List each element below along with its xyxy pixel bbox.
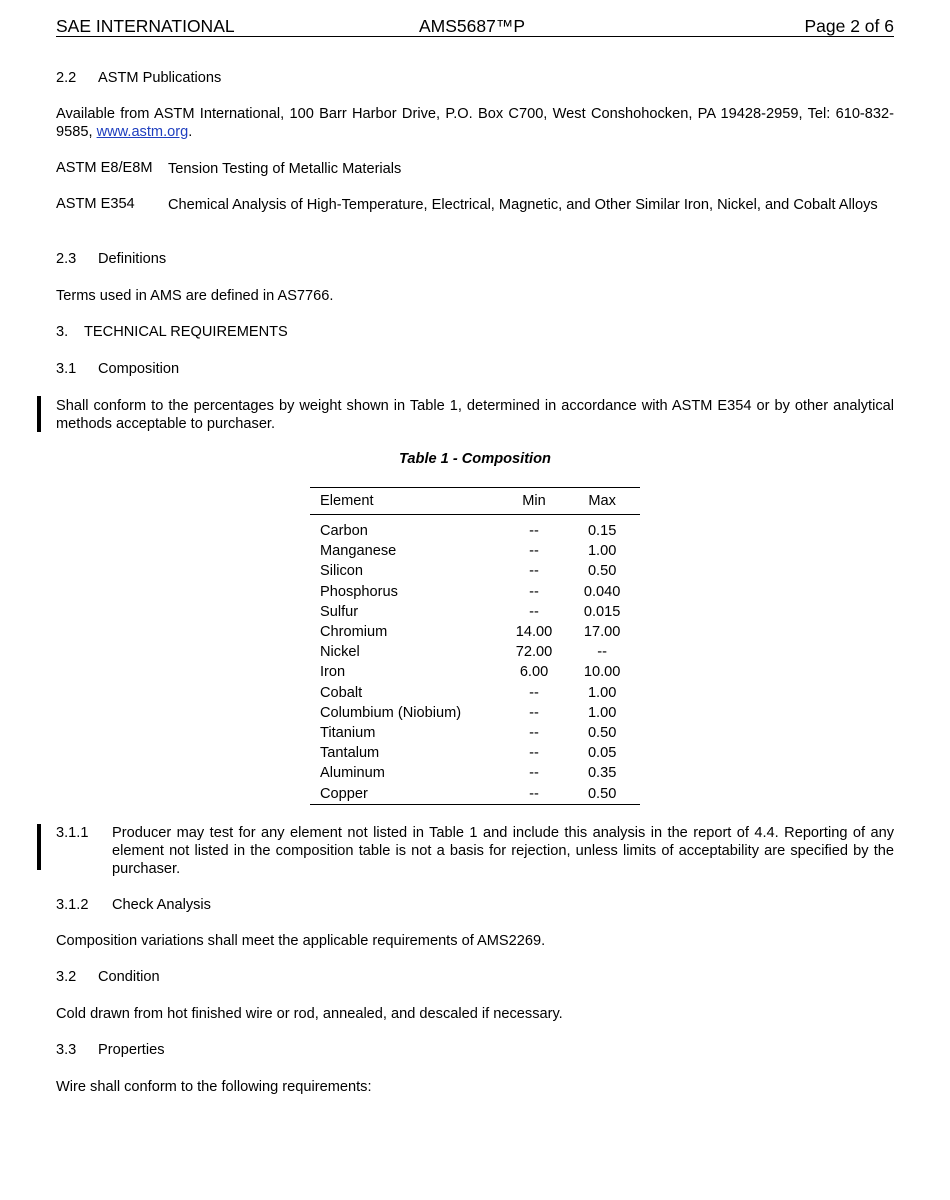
cell-max: 1.00 bbox=[587, 684, 617, 701]
cell-min: 14.00 bbox=[515, 624, 553, 641]
cell-element: Manganese bbox=[320, 543, 397, 560]
table-row bbox=[310, 763, 640, 783]
table-row bbox=[310, 541, 640, 561]
section-number: 2.3 bbox=[56, 251, 77, 267]
table-row bbox=[310, 582, 640, 602]
cell-min: 72.00 bbox=[515, 644, 553, 661]
table-row bbox=[310, 683, 640, 703]
astm-availability-text: Available from ASTM International, 100 Barr Harbor Drive, P.O. Box C700, West Conshohocken, PA 19428-2959, Tel: 610-832-9585, bbox=[56, 106, 894, 140]
cell-max: 0.50 bbox=[587, 563, 617, 580]
table-row bbox=[310, 642, 640, 662]
cell-element: Cobalt bbox=[320, 684, 363, 701]
cell-min: -- bbox=[529, 724, 539, 741]
section-number: 3.2 bbox=[56, 969, 77, 985]
ref-title: Chemical Analysis of High-Temperature, Electrical, Magnetic, and Other Similar Iron, Nickel, and Cobalt Alloys bbox=[168, 197, 878, 213]
header-org: SAE INTERNATIONAL bbox=[56, 16, 235, 36]
cell-element: Phosphorus bbox=[320, 583, 398, 600]
table-row bbox=[310, 703, 640, 723]
section-3-1-2-heading bbox=[56, 896, 894, 914]
astm-link[interactable]: www.astm.org bbox=[96, 124, 189, 140]
astm-availability bbox=[56, 105, 894, 141]
check-analysis-text: Composition variations shall meet the applicable requirements of AMS2269. bbox=[56, 933, 546, 949]
section-title: Composition bbox=[98, 361, 180, 377]
cell-min: -- bbox=[529, 563, 539, 580]
ref-code: ASTM E354 bbox=[56, 196, 135, 212]
section-title: TECHNICAL REQUIREMENTS bbox=[84, 324, 288, 340]
table-caption: Table 1 - Composition bbox=[399, 451, 551, 467]
ref-title: Tension Testing of Metallic Materials bbox=[168, 161, 402, 177]
cell-element: Copper bbox=[310, 783, 504, 804]
cell-min: -- bbox=[529, 684, 539, 701]
cell-element: Columbium (Niobium) bbox=[320, 704, 462, 721]
cell-max: 0.05 bbox=[587, 745, 617, 762]
column-header-max: Max bbox=[564, 488, 640, 515]
section-number: 3.1.2 bbox=[56, 897, 89, 913]
column-header-element: Element bbox=[310, 488, 504, 515]
cell-min: -- bbox=[529, 543, 539, 560]
cell-element: Aluminum bbox=[320, 765, 385, 782]
cell-max: 0.040 bbox=[583, 583, 621, 600]
cell-max: 0.35 bbox=[587, 765, 617, 782]
cell-min: -- bbox=[504, 783, 565, 804]
cell-max: 0.15 bbox=[587, 523, 617, 540]
page-header bbox=[56, 16, 894, 37]
header-doc-number: AMS5687™P bbox=[419, 16, 526, 36]
header-page-number: Page 2 of 6 bbox=[804, 16, 894, 36]
cell-element: Iron bbox=[320, 664, 346, 681]
section-title: Definitions bbox=[98, 251, 167, 267]
change-bar bbox=[37, 824, 41, 870]
table-row bbox=[310, 515, 640, 542]
section-3-heading bbox=[56, 323, 894, 341]
column-header-min: Min bbox=[504, 488, 565, 515]
change-bar bbox=[37, 396, 41, 432]
section-3-3-heading bbox=[56, 1041, 894, 1059]
cell-min: -- bbox=[529, 704, 539, 721]
composition-table bbox=[310, 487, 640, 805]
cell-element: Sulfur bbox=[320, 603, 359, 620]
cell-element: Titanium bbox=[320, 724, 376, 741]
cell-max: 0.015 bbox=[583, 603, 621, 620]
table-row bbox=[310, 783, 640, 804]
section-number: 2.2 bbox=[56, 70, 77, 86]
section-title: ASTM Publications bbox=[98, 70, 222, 86]
cell-max: -- bbox=[597, 644, 608, 661]
section-title: Condition bbox=[98, 969, 160, 985]
section-number: 3. bbox=[56, 324, 69, 340]
table-row bbox=[310, 622, 640, 642]
cell-element: Silicon bbox=[320, 563, 363, 580]
cell-min: -- bbox=[529, 523, 539, 540]
table-row bbox=[310, 723, 640, 743]
section-title: Check Analysis bbox=[112, 897, 211, 913]
cell-max: 17.00 bbox=[583, 624, 621, 641]
cell-element: Carbon bbox=[320, 523, 368, 540]
cell-min: -- bbox=[529, 745, 539, 762]
cell-element: Chromium bbox=[320, 624, 388, 641]
cell-max: 1.00 bbox=[587, 704, 617, 721]
cell-max: 10.00 bbox=[583, 664, 621, 681]
cell-element: Tantalum bbox=[320, 745, 380, 762]
table-row bbox=[310, 662, 640, 682]
table-row bbox=[310, 602, 640, 622]
cell-min: -- bbox=[529, 603, 539, 620]
cell-min: -- bbox=[529, 583, 539, 600]
ref-code: ASTM E8/E8M bbox=[56, 160, 153, 176]
section-number: 3.1.1 bbox=[56, 825, 89, 841]
section-number: 3.3 bbox=[56, 1042, 77, 1058]
cell-element: Nickel bbox=[320, 644, 360, 661]
section-text: Producer may test for any element not listed in Table 1 and include this analysis in the report of 4.4. Reporting of any element not listed in the composition table is not a basis for rejection, unless limits of acceptability are specified by the purchaser. bbox=[112, 825, 894, 877]
table-row bbox=[310, 743, 640, 763]
section-3-1-heading bbox=[56, 360, 894, 378]
section-number: 3.1 bbox=[56, 361, 77, 377]
cell-min: -- bbox=[529, 765, 539, 782]
cell-max: 0.50 bbox=[587, 724, 617, 741]
section-2-2-heading bbox=[56, 69, 894, 87]
condition-text: Cold drawn from hot finished wire or rod, annealed, and descaled if necessary. bbox=[56, 1006, 563, 1022]
cell-max: 0.50 bbox=[564, 783, 640, 804]
properties-text: Wire shall conform to the following requirements: bbox=[56, 1079, 372, 1095]
section-3-2-heading bbox=[56, 968, 894, 986]
table-row bbox=[310, 561, 640, 581]
astm-availability-end: . bbox=[188, 124, 193, 140]
cell-min: 6.00 bbox=[519, 664, 549, 681]
table-header-row bbox=[310, 488, 640, 515]
section-2-3-heading bbox=[56, 250, 894, 268]
cell-max: 1.00 bbox=[587, 543, 617, 560]
section-title: Properties bbox=[98, 1042, 165, 1058]
definitions-text: Terms used in AMS are defined in AS7766. bbox=[56, 288, 334, 304]
composition-text: Shall conform to the percentages by weight shown in Table 1, determined in accordance with ASTM E354 or by other analytical methods acceptable to purchaser. bbox=[56, 398, 894, 432]
